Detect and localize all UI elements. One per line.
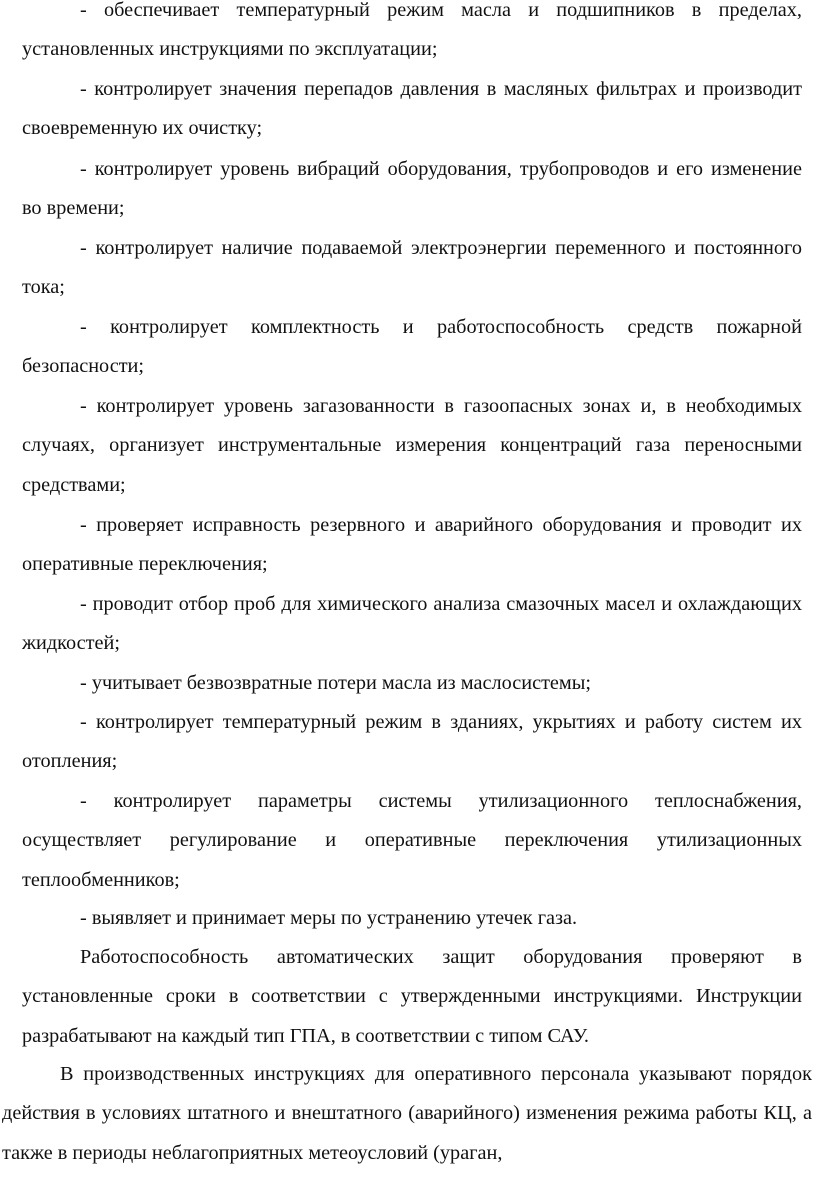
- paragraph-filter-pressure: - контролирует значения перепадов давления в масляных фильтрах и производит своевременную их очистку;: [22, 78, 802, 140]
- paragraph-gas-contamination: - контролирует уровень загазованности в газоопасных зонах и, в необходимых случаях, организует инструментальные измерения концентраций газа переносными средствами;: [22, 395, 802, 496]
- paragraph-power-supply: - контролирует наличие подаваемой электроэнергии переменного и постоянного тока;: [22, 237, 802, 299]
- paragraph-heat-recovery: - контролирует параметры системы утилизационного теплоснабжения, осуществляет регулирование и оперативные переключения утилизационных теплообменников;: [22, 790, 802, 891]
- paragraph-oil-temperature: - обеспечивает температурный режим масла и подшипников в пределах, установленных инструкциями по эксплуатации;: [22, 0, 802, 61]
- paragraph-building-temperature: - контролирует температурный режим в зданиях, укрытиях и работу систем их отопления;: [22, 711, 802, 773]
- paragraph-production-instructions: В производственных инструкциях для оперативного персонала указывают порядок действия в условиях штатного и внештатного (аварийного) изменения режима работы КЦ, а также в периоды неблагоприятных метеоусловий (ураган,: [2, 1063, 812, 1164]
- paragraph-gas-leaks: - выявляет и принимает меры по устранению утечек газа.: [80, 907, 578, 929]
- paragraph-sampling: - проводит отбор проб для химического анализа смазочных масел и охлаждающих жидкостей;: [22, 593, 802, 655]
- paragraph-automatic-protection: Работоспособность автоматических защит оборудования проверяют в установленные сроки в соответствии с утвержденными инструкциями. Инструкции разрабатывают на каждый тип ГПА, в соответствии с типом САУ.: [22, 946, 802, 1047]
- paragraph-fire-safety: - контролирует комплектность и работоспособность средств пожарной безопасности;: [22, 316, 802, 378]
- paragraph-vibration: - контролирует уровень вибраций оборудования, трубопроводов и его изменение во времени;: [22, 158, 802, 220]
- paragraph-oil-losses: - учитывает безвозвратные потери масла из маслосистемы;: [80, 672, 592, 694]
- paragraph-reserve-equipment: - проверяет исправность резервного и аварийного оборудования и проводит их оперативные переключения;: [22, 514, 802, 576]
